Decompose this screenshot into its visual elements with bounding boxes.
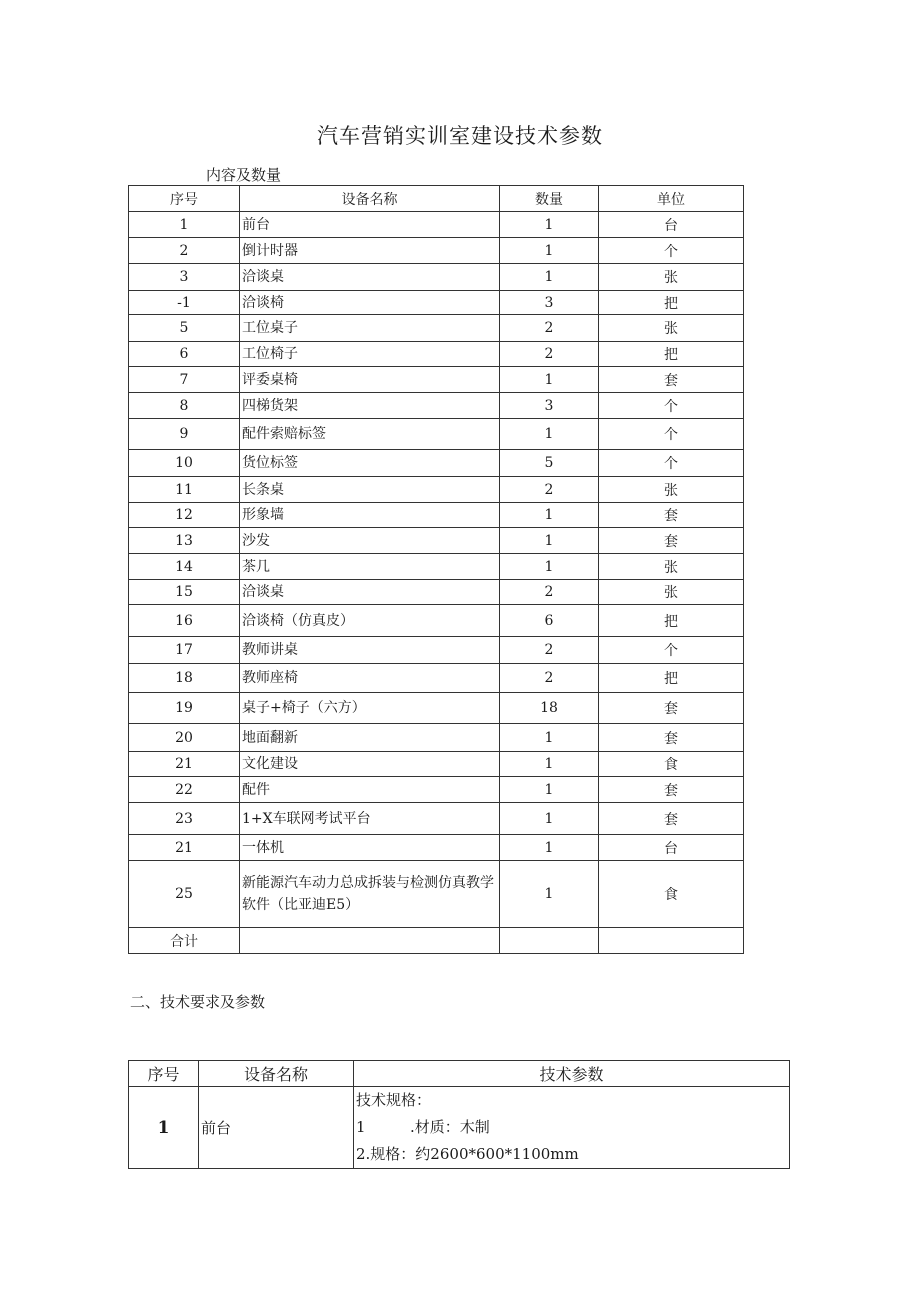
- page-title: 汽车营销实训室建设技术参数: [317, 124, 603, 148]
- cell-name: 地面翻新: [240, 724, 500, 752]
- cell-qty: 2: [500, 315, 599, 342]
- cell-name: 沙发: [240, 528, 500, 554]
- cell-unit: 食: [599, 752, 744, 777]
- cell-no: 5: [129, 315, 240, 342]
- cell-no: 22: [129, 777, 240, 803]
- cell-unit: 套: [599, 503, 744, 528]
- equipment-quantity-table: [128, 185, 744, 954]
- cell-unit: 食: [599, 861, 744, 928]
- cell-qty: 1: [500, 752, 599, 777]
- spec-line-1: [354, 1114, 789, 1141]
- cell-name: 1+X车联网考试平台: [240, 803, 500, 835]
- section2-heading: 二、技术要求及参数: [130, 993, 266, 1011]
- cell-name: 工位椅子: [240, 342, 500, 367]
- cell-qty: 1: [500, 264, 599, 291]
- cell-unit: 把: [599, 605, 744, 637]
- cell-name: 文化建设: [240, 752, 500, 777]
- spec-row-no: 1: [129, 1087, 199, 1169]
- table-row: [129, 605, 744, 637]
- cell-qty: 1: [500, 503, 599, 528]
- header-qty: 数量: [500, 186, 599, 212]
- cell-unit: 张: [599, 477, 744, 503]
- cell-no: 18: [129, 664, 240, 693]
- table-row: [129, 693, 744, 724]
- cell-name: 新能源汽车动力总成拆装与检测仿真教学软件（比亚迪E5）: [240, 861, 500, 928]
- table-row: [129, 367, 744, 393]
- table-row: [129, 315, 744, 342]
- table-row: [129, 450, 744, 477]
- spec-line-1-num: 1: [356, 1118, 366, 1136]
- cell-qty: 2: [500, 637, 599, 664]
- cell-unit: 把: [599, 342, 744, 367]
- spec-header-name: 设备名称: [199, 1061, 354, 1087]
- table-row: [129, 291, 744, 315]
- cell-unit: 张: [599, 264, 744, 291]
- cell-qty: 6: [500, 605, 599, 637]
- table-row: [129, 238, 744, 264]
- cell-unit: 张: [599, 315, 744, 342]
- table-row: [129, 664, 744, 693]
- cell-name: 四梯货架: [240, 393, 500, 419]
- table-row: [129, 752, 744, 777]
- cell-unit: 张: [599, 554, 744, 580]
- cell-qty: 1: [500, 835, 599, 861]
- table-row: [129, 835, 744, 861]
- cell-no: -1: [129, 291, 240, 315]
- table-row: [129, 419, 744, 450]
- cell-qty: 1: [500, 212, 599, 238]
- total-qty-cell: [500, 928, 599, 954]
- cell-unit: 个: [599, 450, 744, 477]
- cell-qty: 1: [500, 861, 599, 928]
- header-unit: 单位: [599, 186, 744, 212]
- cell-no: 13: [129, 528, 240, 554]
- table-row: [129, 393, 744, 419]
- cell-qty: 2: [500, 580, 599, 605]
- spec-header-no: 序号: [129, 1061, 199, 1087]
- cell-qty: 1: [500, 724, 599, 752]
- cell-unit: 套: [599, 724, 744, 752]
- cell-qty: 5: [500, 450, 599, 477]
- cell-qty: 3: [500, 393, 599, 419]
- cell-name: 评委桌椅: [240, 367, 500, 393]
- spec-line-2: 2.规格：约2600*600*1100mm: [356, 1145, 579, 1163]
- cell-no: 10: [129, 450, 240, 477]
- spec-row-params: [354, 1087, 790, 1169]
- cell-qty: 1: [500, 777, 599, 803]
- cell-no: 1: [129, 212, 240, 238]
- cell-name: 工位桌子: [240, 315, 500, 342]
- cell-no: 3: [129, 264, 240, 291]
- table-row: [129, 724, 744, 752]
- total-name-cell: [240, 928, 500, 954]
- cell-no: 21: [129, 835, 240, 861]
- cell-name: 配件索赔标签: [240, 419, 500, 450]
- table-row: [129, 777, 744, 803]
- cell-no: 15: [129, 580, 240, 605]
- cell-no: 7: [129, 367, 240, 393]
- table-row: [129, 477, 744, 503]
- cell-unit: 套: [599, 528, 744, 554]
- cell-no: 25: [129, 861, 240, 928]
- cell-no: 14: [129, 554, 240, 580]
- cell-name: 货位标签: [240, 450, 500, 477]
- table-row: [129, 554, 744, 580]
- cell-unit: 个: [599, 637, 744, 664]
- cell-no: 19: [129, 693, 240, 724]
- cell-no: 9: [129, 419, 240, 450]
- cell-qty: 18: [500, 693, 599, 724]
- cell-unit: 个: [599, 419, 744, 450]
- cell-no: 20: [129, 724, 240, 752]
- spec-title: 技术规格：: [356, 1091, 432, 1109]
- cell-unit: 套: [599, 367, 744, 393]
- cell-qty: 1: [500, 238, 599, 264]
- cell-qty: 1: [500, 528, 599, 554]
- cell-no: 16: [129, 605, 240, 637]
- spec-row: [129, 1087, 790, 1169]
- cell-unit: 把: [599, 664, 744, 693]
- cell-no: 17: [129, 637, 240, 664]
- cell-name: 一体机: [240, 835, 500, 861]
- spec-header-params: 技术参数: [354, 1061, 790, 1087]
- section1-heading: 内容及数量: [206, 166, 282, 184]
- table-header-row: [129, 186, 744, 212]
- cell-unit: 把: [599, 291, 744, 315]
- cell-unit: 套: [599, 777, 744, 803]
- cell-unit: 套: [599, 803, 744, 835]
- cell-name: 洽谈椅（仿真皮）: [240, 605, 500, 637]
- cell-name: 形象墙: [240, 503, 500, 528]
- cell-no: 11: [129, 477, 240, 503]
- table-row: [129, 212, 744, 238]
- cell-qty: 1: [500, 554, 599, 580]
- cell-no: 8: [129, 393, 240, 419]
- table-row: [129, 861, 744, 928]
- cell-no: 2: [129, 238, 240, 264]
- total-row: [129, 928, 744, 954]
- total-unit-cell: [599, 928, 744, 954]
- cell-name: 洽谈桌: [240, 264, 500, 291]
- cell-name: 倒计时器: [240, 238, 500, 264]
- spec-header-row: [129, 1061, 790, 1087]
- cell-qty: 3: [500, 291, 599, 315]
- cell-unit: 个: [599, 238, 744, 264]
- table-row: [129, 528, 744, 554]
- table-row: [129, 264, 744, 291]
- total-label: 合计: [129, 928, 240, 954]
- spec-row-name: 前台: [199, 1087, 354, 1169]
- table-row: [129, 503, 744, 528]
- cell-no: 23: [129, 803, 240, 835]
- cell-unit: 台: [599, 835, 744, 861]
- cell-name: 配件: [240, 777, 500, 803]
- cell-qty: 1: [500, 803, 599, 835]
- cell-unit: 台: [599, 212, 744, 238]
- cell-qty: 2: [500, 342, 599, 367]
- cell-unit: 张: [599, 580, 744, 605]
- spec-line-1-text: .材质：木制: [410, 1118, 490, 1136]
- cell-name: 前台: [240, 212, 500, 238]
- table-row: [129, 342, 744, 367]
- cell-name: 茶几: [240, 554, 500, 580]
- cell-name: 教师座椅: [240, 664, 500, 693]
- cell-name: 洽谈桌: [240, 580, 500, 605]
- cell-qty: 2: [500, 477, 599, 503]
- cell-name: 教师讲桌: [240, 637, 500, 664]
- table-row: [129, 637, 744, 664]
- cell-no: 6: [129, 342, 240, 367]
- table-row: [129, 580, 744, 605]
- cell-unit: 套: [599, 693, 744, 724]
- table-row: [129, 803, 744, 835]
- cell-unit: 个: [599, 393, 744, 419]
- cell-name: 长条桌: [240, 477, 500, 503]
- cell-qty: 2: [500, 664, 599, 693]
- header-name: 设备名称: [240, 186, 500, 212]
- cell-name: 洽谈椅: [240, 291, 500, 315]
- technical-spec-table: [128, 1060, 790, 1169]
- header-no: 序号: [129, 186, 240, 212]
- cell-qty: 1: [500, 419, 599, 450]
- cell-no: 21: [129, 752, 240, 777]
- cell-name: 桌子+椅子（六方）: [240, 693, 500, 724]
- cell-qty: 1: [500, 367, 599, 393]
- cell-no: 12: [129, 503, 240, 528]
